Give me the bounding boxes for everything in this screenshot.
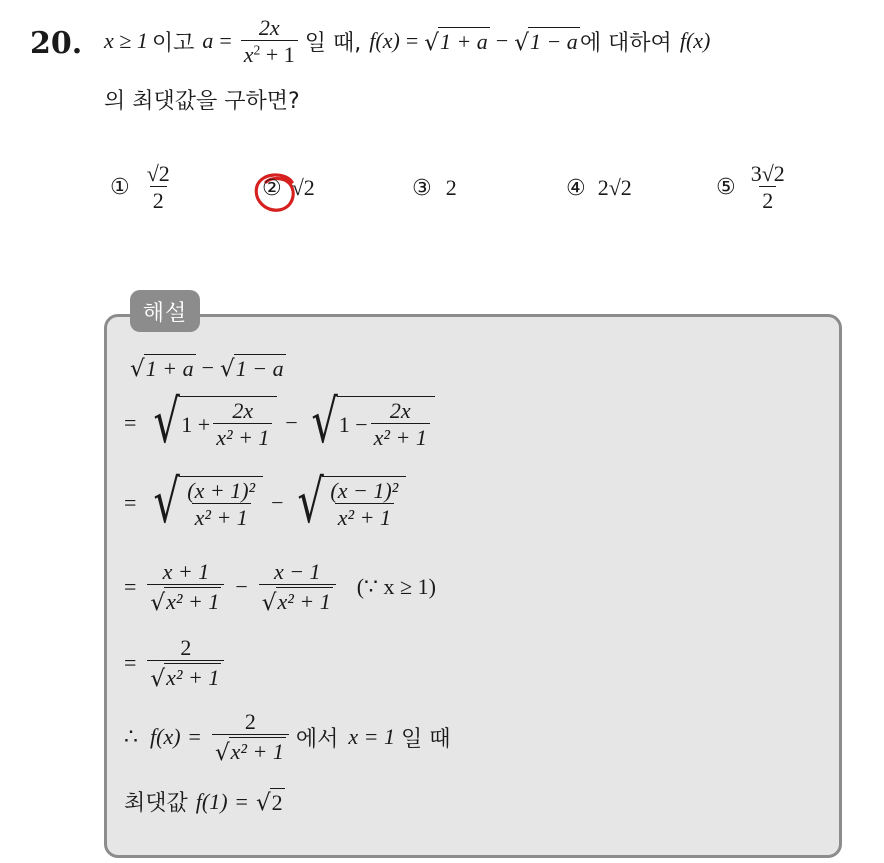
- choice-3[interactable]: [412, 175, 457, 201]
- var-a: a: [202, 28, 214, 54]
- sqrt-one-minus-a: √ 1 − a: [514, 29, 578, 56]
- a-fraction: [241, 16, 298, 66]
- problem-statement-line2: 의 최댓값을 구하면?: [104, 89, 300, 114]
- solution-line-3: = √ $\frac{\text{(x + 1)²}}{\text{x² + 1}}$ − √ $\frac{\text{(x − 1)²}}{\text{x² + 1}}$: [124, 476, 406, 529]
- max-value: √ 2: [255, 789, 283, 817]
- choice-1[interactable]: ① $\frac{√2}{2}$: [110, 161, 170, 214]
- choice-2[interactable]: [262, 175, 315, 201]
- solution-line-2: = √ 1 + $\frac{2x}{\text{x² + 1}}$ − √ 1 − $\frac{2x}{\text{x² + 1}}$: [124, 396, 435, 449]
- a-numerator: 2x: [258, 15, 280, 40]
- solution-line-7: 최댓값 f(1) = √ 2: [124, 788, 283, 817]
- minus-sign: −: [495, 28, 509, 54]
- solution-line-4: = x + 1 √ x² + 1 − x − 1 √ x² + 1 (∵ x ≥ 1): [124, 559, 436, 616]
- choice-2-value: √2: [291, 175, 315, 200]
- solution-line-5: = 2 √ x² + 1: [124, 636, 227, 691]
- choice-2-mark: ②: [262, 175, 282, 201]
- sqrt-one-plus-a: √ 1 + a: [424, 29, 488, 56]
- solution-line-1: √ 1 + a − √ 1 − a: [130, 354, 284, 383]
- equals: =: [219, 28, 232, 54]
- josa-igo: 이고: [151, 30, 195, 56]
- choice-4-value: 2√2: [597, 175, 632, 200]
- problem-number: 20.: [30, 26, 83, 61]
- choice-3-mark: ③: [412, 175, 432, 201]
- because-condition: (∵ x ≥ 1): [356, 574, 436, 600]
- choice-1-mark: ①: [110, 174, 130, 200]
- choice-4[interactable]: [566, 175, 632, 201]
- f-of-x-2: f(x): [679, 28, 711, 54]
- choice-5[interactable]: ⑤ $\frac{3√2}{2}$: [716, 161, 785, 214]
- il-ttae: 일 때,: [304, 30, 362, 56]
- condition-x: x ≥ 1: [104, 28, 148, 54]
- choice-4-mark: ④: [566, 175, 586, 201]
- a-denominator: $x^2 + 1$: [241, 40, 298, 66]
- f-of-x: f(x): [369, 28, 400, 54]
- e-daehayeo: 에 대하여: [579, 30, 672, 56]
- problem-statement-line1: x ≥ 1 이고 a = $\frac{2x}{x^2 + 1}$ 일 때, f(x) = √ 1 + a − √ 1 − a 에 대하여 f(x): [104, 15, 711, 68]
- solution-line-6: ∴ f(x) = 2 √ x² + 1 에서 x = 1 일 때: [124, 709, 451, 766]
- choice-5-mark: ⑤: [716, 174, 736, 200]
- solution-tag: 해설: [130, 290, 200, 332]
- choice-3-value: 2: [445, 175, 457, 200]
